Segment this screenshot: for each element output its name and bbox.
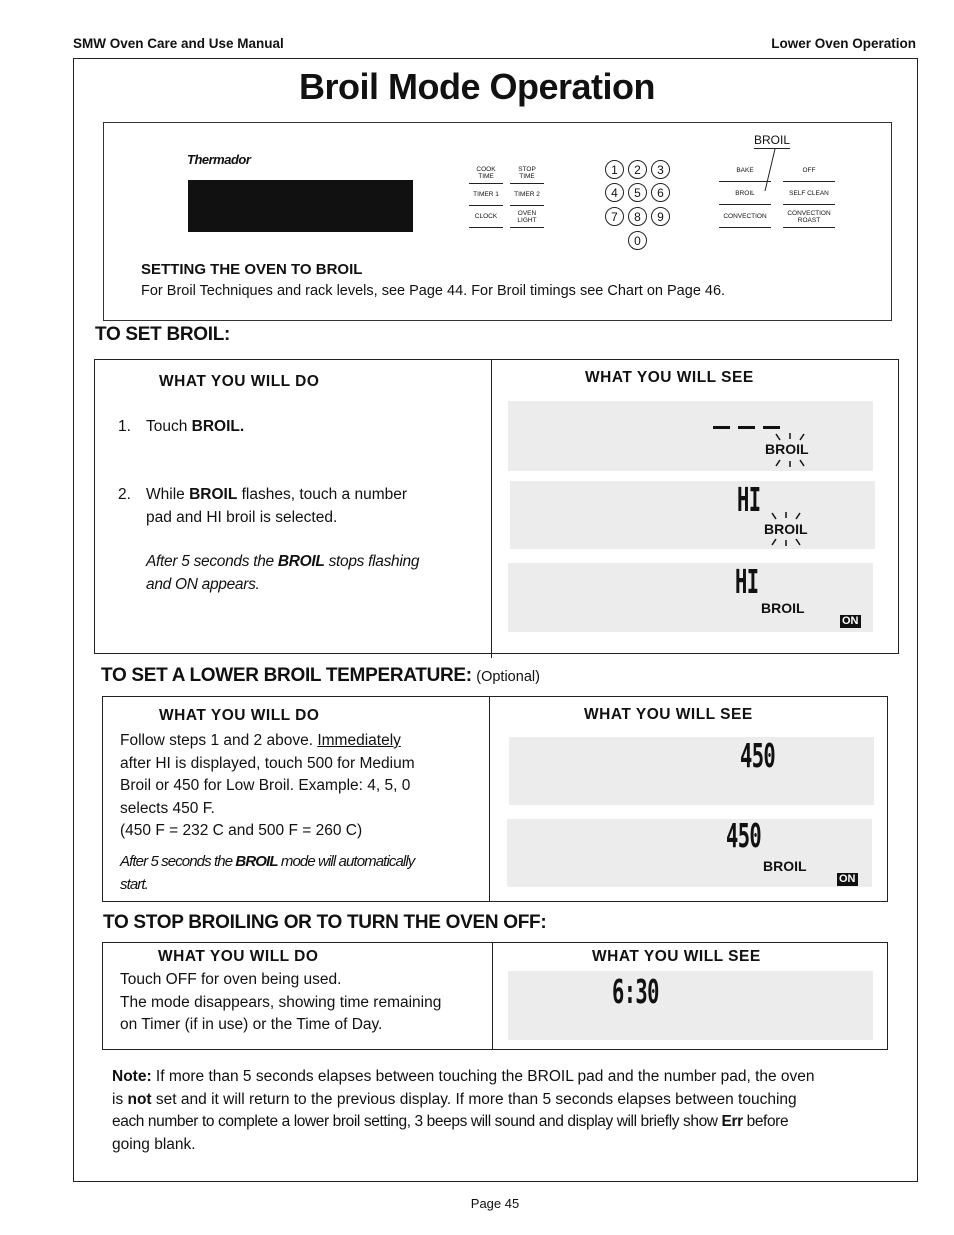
display-hi-on	[508, 563, 873, 632]
setting-text: For Broil Techniques and rack levels, see Page 44. For Broil timings see Chart on Page 46.	[141, 283, 726, 299]
num-0-button[interactable]: 0	[628, 231, 647, 250]
convection-button[interactable]: CONVECTION	[719, 206, 771, 228]
dash-segments	[713, 425, 783, 431]
section-title: Lower Oven Operation	[771, 36, 916, 51]
display-hi-flashing	[510, 481, 875, 549]
clock-button[interactable]: CLOCK	[469, 206, 503, 228]
page-title: Broil Mode Operation	[298, 66, 655, 107]
col-header-see: WHAT YOU WILL SEE	[585, 369, 754, 386]
col-header-do: WHAT YOU WILL DO	[159, 373, 320, 390]
page-number: Page 45	[470, 1196, 520, 1211]
col-header-see: WHAT YOU WILL SEE	[592, 948, 761, 965]
num-4-button[interactable]: 4	[605, 183, 624, 202]
cook-time-button[interactable]: COOK TIME	[469, 162, 503, 184]
col-header-see: WHAT YOU WILL SEE	[584, 706, 753, 723]
step-1-number: 1.	[118, 418, 131, 435]
off-button[interactable]: OFF	[783, 160, 835, 182]
step-2-note: After 5 seconds the BROIL stops flashing and ON appears.	[146, 553, 420, 593]
timer2-button[interactable]: TIMER 2	[510, 184, 544, 206]
display-value: HI	[737, 480, 761, 519]
stop-time-button[interactable]: STOP TIME	[510, 162, 544, 184]
display-dashes	[508, 401, 873, 471]
display-value: 450	[740, 736, 776, 775]
stop-broil-instructions: Touch OFF for oven being used. The mode disappears, showing time remaining on Timer (if in use) or the Time of Day.	[120, 971, 442, 1033]
num-2-button[interactable]: 2	[628, 160, 647, 179]
lower-temp-heading: TO SET A LOWER BROIL TEMPERATURE: (Optional)	[101, 665, 540, 686]
self-clean-button[interactable]: SELF CLEAN	[783, 183, 835, 205]
num-5-button[interactable]: 5	[628, 183, 647, 202]
set-broil-heading: TO SET BROIL:	[95, 324, 231, 345]
step-2: While BROIL flashes, touch a number pad and HI broil is selected.	[146, 486, 408, 526]
broil-indicator: BROIL	[764, 521, 808, 537]
on-indicator: ON	[839, 873, 856, 885]
table-divider	[489, 696, 490, 902]
num-8-button[interactable]: 8	[628, 207, 647, 226]
note-paragraph: Note: If more than 5 seconds elapses between touching the BROIL pad and the number pad, the oven is not set and it will return to the previous display. If more than 5 seconds elapses between touching each number to complete a lower broil setting, 3 beeps will sound and display will briefly show Err before going blank.	[112, 1068, 815, 1153]
lower-temp-note: After 5 seconds the BROIL mode will automatically start.	[120, 853, 415, 893]
broil-indicator: BROIL	[765, 441, 809, 457]
brand-logo: Thermador	[187, 152, 251, 167]
panel-display	[188, 180, 413, 232]
display-450-on	[507, 816, 872, 887]
num-9-button[interactable]: 9	[651, 207, 670, 226]
num-7-button[interactable]: 7	[605, 207, 624, 226]
num-1-button[interactable]: 1	[605, 160, 624, 179]
stop-broil-heading: TO STOP BROILING OR TO TURN THE OVEN OFF:	[103, 912, 547, 933]
manual-title: SMW Oven Care and Use Manual	[73, 36, 284, 51]
table-divider	[492, 942, 493, 1050]
col-header-do: WHAT YOU WILL DO	[158, 948, 319, 965]
step-1: Touch BROIL.	[146, 418, 245, 435]
col-header-do: WHAT YOU WILL DO	[159, 707, 320, 724]
display-450	[509, 737, 874, 805]
timer1-button[interactable]: TIMER 1	[469, 184, 503, 206]
bake-button[interactable]: BAKE	[719, 160, 771, 182]
on-indicator: ON	[842, 615, 859, 627]
num-6-button[interactable]: 6	[651, 183, 670, 202]
num-3-button[interactable]: 3	[651, 160, 670, 179]
broil-callout-label: BROIL	[754, 133, 791, 147]
display-value: HI	[735, 562, 759, 601]
broil-indicator: BROIL	[763, 858, 807, 874]
setting-heading: SETTING THE OVEN TO BROIL	[141, 261, 363, 278]
broil-button[interactable]: BROIL	[719, 183, 771, 205]
oven-light-button[interactable]: OVEN LIGHT	[510, 206, 544, 228]
broil-indicator: BROIL	[761, 600, 805, 616]
display-value: 6:30	[612, 972, 659, 1011]
display-value: 450	[726, 816, 762, 855]
display-time	[508, 971, 873, 1040]
lower-temp-instructions: Follow steps 1 and 2 above. Immediately after HI is displayed, touch 500 for Medium Broil or 450 for Low Broil. Example: 4, 5, 0 selects 450 F. (450 F = 232 C and 500 F = 260 C)	[120, 732, 415, 839]
table-divider	[491, 360, 492, 658]
step-2-number: 2.	[118, 486, 131, 503]
convection-roast-button[interactable]: CONVECTION ROAST	[783, 206, 835, 228]
